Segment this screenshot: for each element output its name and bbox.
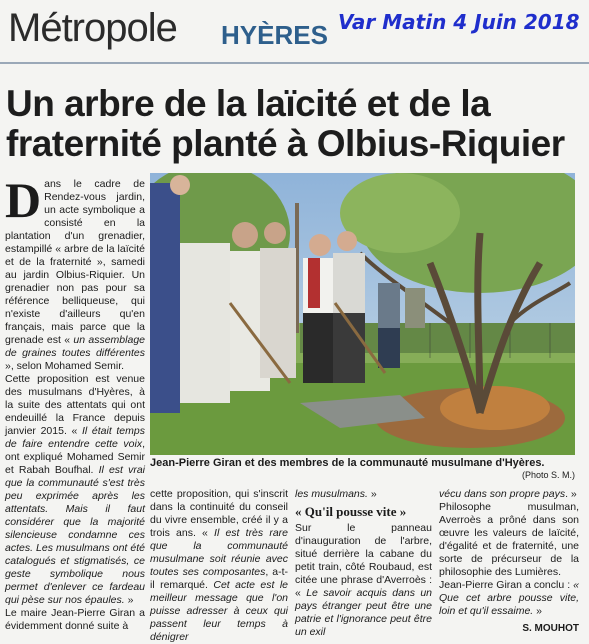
article-column-4 — [439, 488, 579, 635]
quote-text: Il était temps de faire entendre cette voix — [5, 425, 145, 450]
text: Cette proposition est venue des musulmans d'Hyères, à la suite des attentats qui ont endeuillé la France depuis janvier 2015. « — [5, 373, 145, 437]
text: Sur le panneau d'inauguration de l'arbre, situé derrière la cabane du petit train, côté Roubaud, est citée une phrase d'Averroès : « — [295, 522, 432, 599]
text: cette proposition, qui s'inscrit dans la continuité du conseil du vivre ensemble, créé il y a trois ans. « — [150, 488, 288, 539]
text: » — [367, 488, 377, 500]
article-subhead: « Qu'il pousse vite » — [295, 504, 407, 519]
photo-illustration — [150, 173, 575, 455]
article-column-1 — [5, 172, 146, 633]
paragraph — [150, 488, 288, 644]
page-header — [0, 0, 589, 70]
header-rule — [0, 62, 589, 64]
article-column-2 — [150, 488, 288, 644]
article-headline: Un arbre de la laïcité et de la fraternité planté à Olbius-Riquier — [6, 83, 565, 164]
text: Jean-Pierre Giran a conclu : — [439, 579, 574, 591]
paragraph — [439, 579, 579, 618]
text: . » — [565, 488, 577, 500]
drop-cap: D — [5, 172, 42, 228]
quote-text: un assemblage de graines toutes différentes — [5, 334, 145, 359]
author-signature: S. MOUHOT — [522, 623, 579, 634]
paragraph — [295, 488, 432, 501]
article-photo — [150, 173, 575, 455]
quote-text: Le savoir acquis dans un pays étranger peut être une patrie et l'ignorance peut être un exil — [295, 587, 433, 638]
text: , a-t-il remarqué. — [150, 566, 288, 591]
paragraph — [439, 488, 579, 501]
quote-text: Il est vrai que la communauté s'est très peu exprimée après les attentats. Mais il faut considérer que la majorité silencieuse condamne ces actes. Les musulmans ont été catalogués et stigmatisés, ce geste symbolique nous permet d'enlever ce fardeau qui pèse sur nos épaules. — [5, 464, 146, 606]
paragraph — [5, 373, 145, 607]
article-column-3 — [295, 488, 432, 639]
quote-text: « Que cet arbre pousse vite, loin et qu'il essaime. — [439, 579, 579, 617]
source-tag: Var Matin 4 Juin 2018 — [338, 10, 580, 34]
text: » — [533, 605, 542, 617]
text: ans le cadre de Rendez-vous jardin, un acte symbolique a consisté en la plantation d'un grenadier, estampillé « arbre de la laïcité et de la fraternité », samedi au jardin Olbius-Riquier. Un grenadier non pas pour sa référence belliqueuse, qui n'existe d'ailleurs qu'en français, mais parce que la grenade est « — [5, 178, 145, 346]
photo-credit: (Photo S. M.) — [521, 470, 575, 480]
text: », selon Mohamed Semir. — [5, 360, 125, 372]
section-title: Métropole — [8, 6, 177, 50]
text: , ont expliqué Mohamed Semir et Rabah Boufhal. — [5, 438, 145, 476]
quote-text: Il est très rare que la communauté musulmane soit réunie avec toutes ses composantes — [150, 527, 288, 578]
quote-text: vécu dans son propre pays — [439, 488, 566, 500]
quote-text: les musulmans. — [295, 488, 368, 500]
paragraph: Philosophe musulman, Averroès a prôné dans son œuvre les valeurs de laïcité, d'égalité et de fraternité, une sorte de précurseur de la philosophie des Lumières. — [439, 501, 579, 578]
quote-text: Cet acte est le meilleur message que l'on puisse adresser à ceux qui passent leur temps à dénigrer — [150, 579, 289, 643]
text: » — [124, 594, 134, 606]
photo-caption: Jean-Pierre Giran et des membres de la communauté musulmane d'Hyères. — [150, 457, 545, 469]
paragraph — [5, 172, 145, 373]
section-subtitle: HYÈRES — [221, 20, 328, 50]
paragraph — [295, 522, 432, 639]
paragraph: Le maire Jean-Pierre Giran a évidemment donné suite à — [5, 607, 145, 632]
